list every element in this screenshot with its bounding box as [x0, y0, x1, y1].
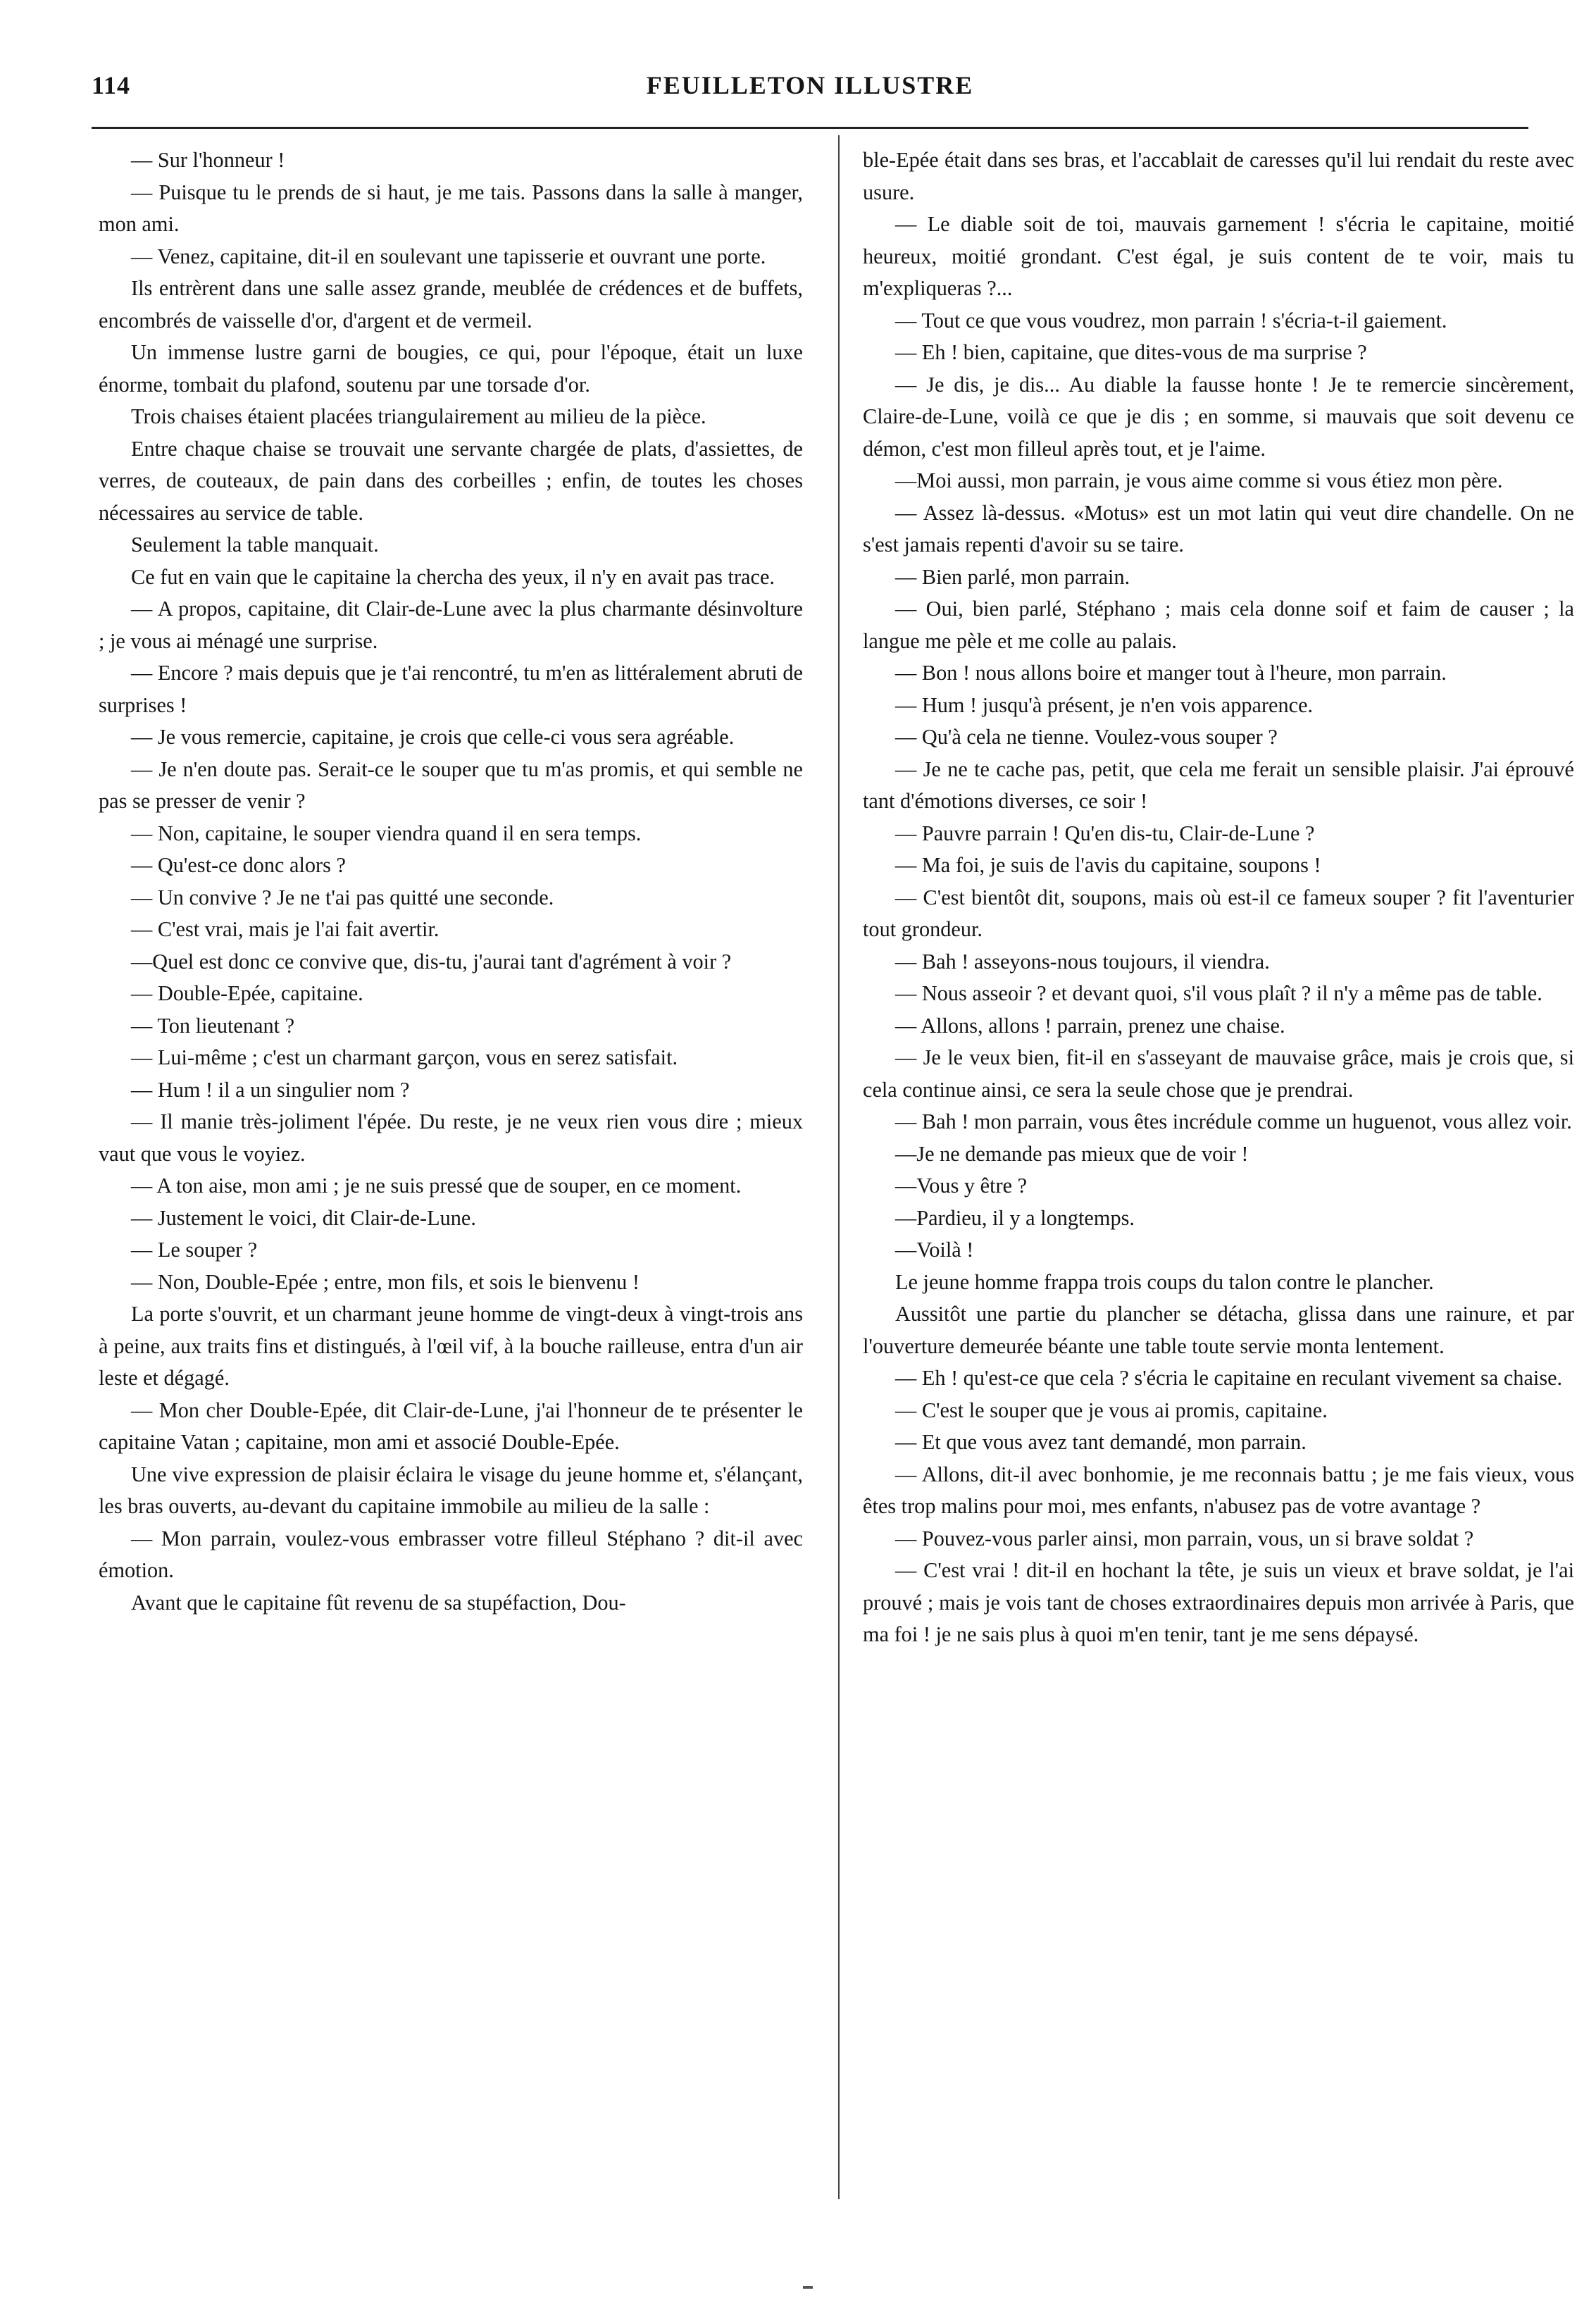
left-column-paragraph: — Venez, capitaine, dit-il en soulevant une tapisserie et ouvrant une porte.	[131, 244, 766, 268]
right-column-paragraph: — Eh ! bien, capitaine, que dites-vous de ma surprise ?	[895, 340, 1367, 364]
left-column-paragraph: — Sur l'honneur !	[131, 148, 285, 172]
left-column-paragraph: — Mon cher Double-Epée, dit Clair-de-Lune, j'ai l'honneur de te présenter le capitaine Vatan ; capitaine, mon ami et associé Double-Epée.	[99, 1398, 803, 1454]
left-column-paragraph: — Double-Epée, capitaine.	[131, 981, 363, 1005]
left-column-paragraph: — Justement le voici, dit Clair-de-Lune.	[131, 1205, 476, 1230]
left-column-paragraph: — A ton aise, mon ami ; je ne suis pressé que de souper, en ce moment.	[131, 1174, 742, 1198]
right-column-paragraph: ble-Epée était dans ses bras, et l'accablait de caresses qu'il lui rendait du reste avec usure.	[863, 148, 1574, 204]
column-divider	[838, 135, 840, 2199]
left-column-paragraph: Entre chaque chaise se trouvait une servante chargée de plats, d'assiettes, de verres, de couteaux, de pain dans des corbeilles ; enfin, de toutes les choses nécessaires au service de table.	[99, 436, 803, 525]
left-column-paragraph: —Quel est donc ce convive que, dis-tu, j'aurai tant d'agrément à voir ?	[131, 949, 732, 974]
page-number: 114	[92, 71, 131, 99]
right-column-paragraph: — Bon ! nous allons boire et manger tout à l'heure, mon parrain.	[895, 661, 1447, 685]
left-column-paragraph: — Le souper ?	[131, 1238, 258, 1262]
left-column-paragraph: — C'est vrai, mais je l'ai fait avertir.	[131, 917, 439, 941]
left-column-paragraph: — Ton lieutenant ?	[131, 1013, 295, 1038]
left-column	[99, 144, 803, 1619]
right-column-paragraph: — Eh ! qu'est-ce que cela ? s'écria le capitaine en reculant vivement sa chaise.	[895, 1366, 1563, 1390]
right-column-paragraph: — Je dis, je dis... Au diable la fausse honte ! Je te remercie sincèrement, Claire-de-Lune, voilà ce que je dis ; en somme, si mauvais que soit devenu ce démon, c'est mon filleul après tout, et je l'aime.	[863, 372, 1574, 461]
right-column-paragraph: — Allons, dit-il avec bonhomie, je me reconnais battu ; je me fais vieux, vous êtes trop malins pour moi, mes enfants, n'abusez pas de votre avantage ?	[863, 1462, 1574, 1518]
right-column-paragraph: —Moi aussi, mon parrain, je vous aime comme si vous étiez mon père.	[895, 468, 1503, 492]
left-column-paragraph: Ils entrèrent dans une salle assez grande, meublée de crédences et de buffets, encombrés de vaisselle d'or, d'argent et de vermeil.	[99, 276, 803, 332]
right-column-paragraph: — Allons, allons ! parrain, prenez une chaise.	[895, 1013, 1285, 1038]
right-column	[863, 144, 1574, 1651]
left-column-paragraph: Une vive expression de plaisir éclaira le visage du jeune homme et, s'élançant, les bras ouverts, au-devant du capitaine immobile au milieu de la salle :	[99, 1462, 803, 1518]
left-column-paragraph: — Non, Double-Epée ; entre, mon fils, et sois le bienvenu !	[131, 1269, 640, 1294]
left-column-paragraph: — Un convive ? Je ne t'ai pas quitté une seconde.	[131, 885, 554, 909]
right-column-paragraph: — Je ne te cache pas, petit, que cela me ferait un sensible plaisir. J'ai éprouvé tant d'émotions diverses, ce soir !	[863, 757, 1574, 813]
right-column-paragraph: Aussitôt une partie du plancher se détacha, glissa dans une rainure, et par l'ouverture demeurée béante une table toute servie monta lentement.	[863, 1302, 1574, 1358]
right-column-paragraph: —Voilà !	[895, 1238, 974, 1262]
page-header	[92, 70, 1528, 113]
right-column-paragraph: —Je ne demande pas mieux que de voir !	[895, 1141, 1249, 1166]
left-column-paragraph: — Je n'en doute pas. Serait-ce le souper que tu m'as promis, et qui semble ne pas se presser de venir ?	[99, 757, 803, 813]
left-column-paragraph: Un immense lustre garni de bougies, ce qui, pour l'époque, était un luxe énorme, tombait du plafond, soutenu par une torsade d'or.	[99, 340, 803, 397]
header-rule	[92, 127, 1528, 129]
left-column-paragraph: — Mon parrain, voulez-vous embrasser votre filleul Stéphano ? dit-il avec émotion.	[99, 1526, 803, 1582]
left-column-paragraph: — Qu'est-ce donc alors ?	[131, 853, 346, 877]
right-column-paragraph: — Bah ! mon parrain, vous êtes incrédule comme un huguenot, vous allez voir.	[895, 1109, 1572, 1133]
left-column-paragraph: Trois chaises étaient placées triangulairement au milieu de la pièce.	[131, 404, 706, 428]
right-column-paragraph: — Je le veux bien, fit-il en s'asseyant de mauvaise grâce, mais je crois que, si cela continue ainsi, ce sera la seule chose que je prendrai.	[863, 1045, 1574, 1102]
right-column-paragraph: — Oui, bien parlé, Stéphano ; mais cela donne soif et faim de causer ; la langue me pèle et me colle au palais.	[863, 597, 1574, 653]
right-column-paragraph: — Bien parlé, mon parrain.	[895, 564, 1130, 589]
right-column-paragraph: — C'est le souper que je vous ai promis, capitaine.	[895, 1398, 1328, 1422]
right-column-paragraph: Le jeune homme frappa trois coups du talon contre le plancher.	[895, 1269, 1434, 1294]
right-column-paragraph: — C'est bientôt dit, soupons, mais où est-il ce fameux souper ? fit l'aventurier tout grondeur.	[863, 885, 1574, 941]
left-column-paragraph: — Je vous remercie, capitaine, je crois que celle-ci vous sera agréable.	[131, 725, 735, 749]
right-column-paragraph: — Et que vous avez tant demandé, mon parrain.	[895, 1430, 1307, 1454]
left-column-paragraph: La porte s'ouvrit, et un charmant jeune homme de vingt-deux à vingt-trois ans à peine, aux traits fins et distingués, à l'œil vif, à la bouche railleuse, entra d'un air leste et dégagé.	[99, 1302, 803, 1390]
right-column-paragraph: — Assez là-dessus. «Motus» est un mot latin qui veut dire chandelle. On ne s'est jamais repenti d'avoir su se taire.	[863, 500, 1574, 557]
right-column-paragraph: — Qu'à cela ne tienne. Voulez-vous souper ?	[895, 725, 1278, 749]
left-column-paragraph: — Puisque tu le prends de si haut, je me tais. Passons dans la salle à manger, mon ami.	[99, 180, 803, 236]
right-column-paragraph: — Nous asseoir ? et devant quoi, s'il vous plaît ? il n'y a même pas de table.	[895, 981, 1542, 1005]
left-column-paragraph: — Lui-même ; c'est un charmant garçon, vous en serez satisfait.	[131, 1045, 678, 1069]
left-column-paragraph: Seulement la table manquait.	[131, 533, 379, 557]
left-column-paragraph: Avant que le capitaine fût revenu de sa stupéfaction, Dou-	[131, 1590, 626, 1615]
right-column-paragraph: — Pouvez-vous parler ainsi, mon parrain, vous, un si brave soldat ?	[895, 1526, 1474, 1550]
left-column-paragraph: — Il manie très-joliment l'épée. Du reste, je ne veux rien vous dire ; mieux vaut que vous le voyiez.	[99, 1109, 803, 1166]
print-mark	[803, 2286, 813, 2289]
running-title: FEUILLETON ILLUSTRE	[646, 71, 974, 99]
right-column-paragraph: — C'est vrai ! dit-il en hochant la tête, je suis un vieux et brave soldat, je l'ai prouvé ; mais je vois tant de choses extraordinaires depuis mon arrivée à Paris, que ma foi ! je ne sais plus à quoi m'en tenir, tant je me sens dépaysé.	[863, 1558, 1574, 1646]
right-column-paragraph: — Pauvre parrain ! Qu'en dis-tu, Clair-de-Lune ?	[895, 821, 1315, 845]
right-column-paragraph: — Le diable soit de toi, mauvais garnement ! s'écria le capitaine, moitié heureux, moitié grondant. C'est égal, je suis content de te voir, mais tu m'expliqueras ?...	[863, 212, 1574, 300]
right-column-paragraph: —Pardieu, il y a longtemps.	[895, 1205, 1135, 1230]
right-column-paragraph: — Hum ! jusqu'à présent, je n'en vois apparence.	[895, 692, 1314, 717]
left-column-paragraph: — Encore ? mais depuis que je t'ai rencontré, tu m'en as littéralement abruti de surprises !	[99, 661, 803, 717]
right-column-paragraph: — Bah ! asseyons-nous toujours, il viendra.	[895, 949, 1270, 974]
right-column-paragraph: — Ma foi, je suis de l'avis du capitaine, soupons !	[895, 853, 1321, 877]
left-column-paragraph: — Non, capitaine, le souper viendra quand il en sera temps.	[131, 821, 642, 845]
right-column-paragraph: —Vous y être ?	[895, 1174, 1028, 1198]
right-column-paragraph: — Tout ce que vous voudrez, mon parrain ! s'écria-t-il gaiement.	[895, 308, 1447, 332]
left-column-paragraph: — Hum ! il a un singulier nom ?	[131, 1077, 410, 1102]
left-column-paragraph: — A propos, capitaine, dit Clair-de-Lune avec la plus charmante désinvolture ; je vous ai ménagé une surprise.	[99, 597, 803, 653]
left-column-paragraph: Ce fut en vain que le capitaine la chercha des yeux, il n'y en avait pas trace.	[131, 564, 775, 589]
